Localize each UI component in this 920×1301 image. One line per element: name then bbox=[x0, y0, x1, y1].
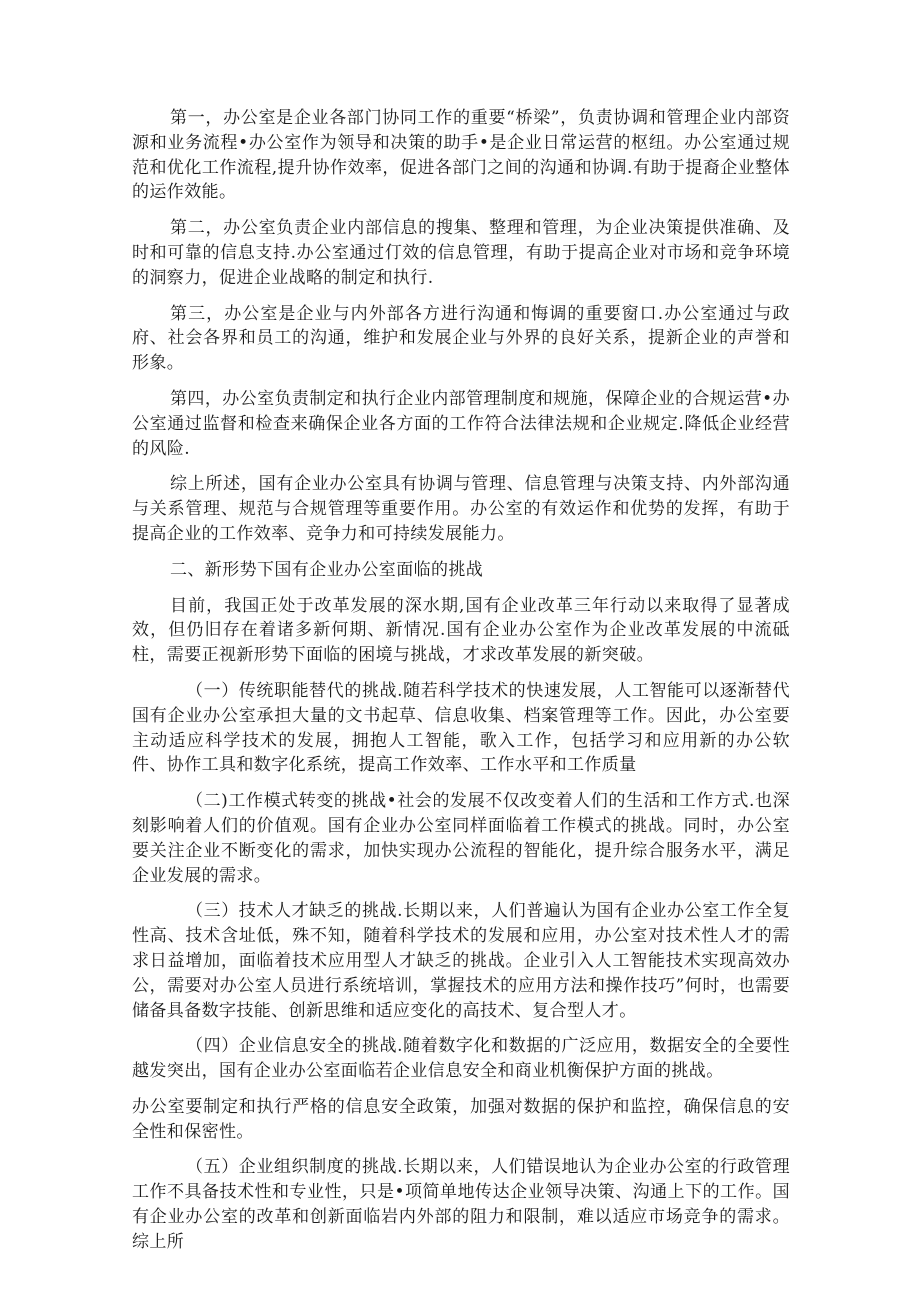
paragraph-summary: 综上所述，国有企业办公室具有协调与管理、信息管理与决策支持、内外部沟通与关系管理、规范与合规管理等重要作用。办公室的有效运作和优势的发挥，有助于提高企业的工作效率、竞争力和可持续发展能力。 bbox=[132, 474, 790, 544]
section-heading-challenges: 二、新形势下国有企业办公室面临的挑战 bbox=[170, 559, 484, 580]
paragraph-challenge-2: （二)工作模式转变的挑战•社会的发展不仅改变着人们的生活和工作方式.也深刻影响着人们的价值观。国有企业办公室同样面临着工作模式的挑战。同时，办公室要关注企业不断变化的需求，加快实现办公流程的智能化，提升综合服务水平，满足企业发展的需求。 bbox=[132, 791, 790, 886]
paragraph-information-management: 第二，办公室负责企业内部信息的搜集、整理和管理，为企业决策提供准确、及时和可靠的信息支持.办公室通过仃效的信息管理，有助于提高企业对市场和竞争环境的洞察力，促进企业战略的制定和执行. bbox=[132, 218, 790, 288]
paragraph-security-policy: 办公室要制定和执行严格的信息安全政策，加强对数据的保护和监控，确保信息的安全性和保密性。 bbox=[132, 1096, 790, 1142]
paragraph-current-situation: 目前，我国正处于改革发展的深水期,国有企业改革三年行动以来取得了显著成效，但仍旧存在着诸多新何期、新情况.国有企业办公室作为企业改革发展的中流砥柱，需要正视新形势下面临的困境与挑战，才求改革发展的新突破。 bbox=[132, 595, 790, 666]
paragraph-challenge-4: （四）企业信息安全的挑战.随着数字化和数据的广泛应用，数据安全的全要性越发突出，国有企业办公室面临若企业信息安全和商业机衡保护方面的挑战。 bbox=[132, 1036, 790, 1082]
paragraph-challenge-1: （一）传统职能替代的挑战.随若科学技术的快速发展，人工智能可以逐渐替代国有企业办公室承担大量的文书起草、信息收集、档案管理等工作。因此，办公室要主动适应科学技术的发展，拥抱人工智能，歌入工作，包括学习和应用新的办公软件、协作工具和数字化系统，提高工作效率、工作水平和工作质量 bbox=[132, 680, 790, 776]
document-page bbox=[132, 106, 790, 1255]
paragraph-bridge-role: 第一，办公室是企业各部门协同工作的重要“桥梁”，负责协调和管理企业内部资源和业务流程•办公室作为领导和决策的助手•是企业日常运营的枢纽。办公室通过规范和优化工作流程,提升协作效率，促进各部门之间的沟通和协调.有助于提裔企业整体的运作效能。 bbox=[132, 108, 790, 203]
paragraph-compliance: 第四，办公室负责制定和执行企业内部管理制度和规施，保障企业的合规运营•办公室通过监督和检查来确保企业各方面的工作符合法律法规和企业规定.降低企业经营的风险. bbox=[132, 388, 790, 459]
paragraph-challenge-3: （三）技术人才缺乏的挑战.长期以来，人们普遍认为国有企业办公室工作全复性高、技术含址低，殊不知，随着科学技术的发展和应用，办公室对技术性人才的需求日益增加，面临着技术应用型人才缺乏的挑战。企业引入人工智能技术实现高效办公，需要对办公室人员进行系统培训，掌握技术的应用方法和操作技巧”何时，也需要储备具备数字技能、创新思维和适应变化的高技术、复合型人才。 bbox=[132, 901, 790, 1021]
paragraph-communication-window: 第三，办公室是企业与内外部各方进行沟通和悔调的重要窗口.办公室通过与政府、社会各界和员工的沟通，维护和发展企业与外界的良好关系，提新企业的声誉和形象。 bbox=[132, 303, 790, 374]
paragraph-challenge-5: （五）企业组织制度的挑战.长期以来，人们错误地认为企业办公室的行政管理工作不具备技术性和专业性，只是•项简单地传达企业领导决策、沟通上下的工作。国有企业办公室的改革和创新面临岩内外部的阻力和限制，难以适应市场竞争的需求。综上所 bbox=[132, 1157, 790, 1252]
